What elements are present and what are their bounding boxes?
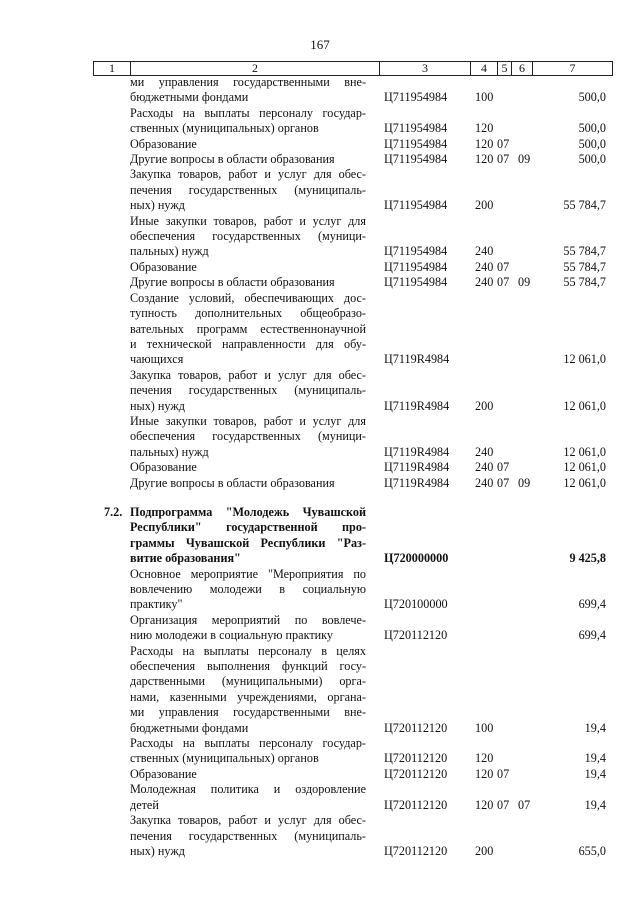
amount: 12 061,0 (563, 460, 606, 475)
target-article-code: Ц711954984 (384, 244, 448, 259)
row-name-line: нию молодежи в социальную практику (130, 628, 334, 643)
row-name (130, 476, 366, 491)
row-name-line: обеспечения государственных (муници- (130, 229, 366, 244)
subsection: 09 (518, 475, 531, 490)
expense-type: 200 (475, 198, 494, 213)
row-name (130, 567, 366, 613)
row-name-line: Организация мероприятий по вовлече- (130, 612, 366, 627)
table-row (0, 75, 640, 106)
row-name-line: Закупка товаров, работ и услуг для обес- (130, 167, 366, 182)
target-article-code: Ц711954984 (384, 90, 448, 105)
amount: 55 784,7 (563, 198, 606, 213)
row-name (130, 813, 366, 859)
section: 07 (497, 136, 510, 151)
amount: 19,4 (584, 751, 606, 766)
row-name-line: чающихся (130, 352, 184, 367)
row-name-line: бюджетными фондами (130, 90, 249, 105)
row-name-line: Создание условий, обеспечивающих дос- (130, 290, 366, 305)
table-row (0, 736, 640, 767)
row-name-line: Другие вопросы в области образования (130, 475, 335, 490)
expense-type: 100 (475, 720, 494, 735)
expense-type: 200 (475, 398, 494, 413)
expense-type: 120 (475, 751, 494, 766)
target-article-code: Ц720100000 (384, 597, 448, 612)
row-spacer (0, 491, 640, 505)
section: 07 (497, 797, 510, 812)
row-name-line: витие образования" (130, 551, 241, 566)
row-name-line: Республики" государственной про- (130, 520, 366, 535)
row-name-line: обеспечения государственных (муници- (130, 429, 366, 444)
header-col-5: 5 (498, 62, 512, 75)
row-name-line: Расходы на выплаты персоналу в целях (130, 643, 366, 658)
row-name (130, 167, 366, 213)
header-col-2: 2 (131, 62, 380, 75)
table-row (0, 214, 640, 260)
row-name-line: печения государственных (муниципаль- (130, 182, 366, 197)
table-row (0, 782, 640, 813)
table-row (0, 368, 640, 414)
row-name-line: Расходы на выплаты персоналу государ- (130, 105, 366, 120)
amount: 19,4 (584, 766, 606, 781)
row-name-line: Другие вопросы в области образования (130, 152, 335, 167)
row-name (130, 152, 366, 167)
table-row (0, 291, 640, 368)
row-name-line: вательных программ естественнонаучной (130, 321, 366, 336)
expense-type: 240 (475, 475, 494, 490)
section: 07 (497, 259, 510, 274)
row-name-line: Образование (130, 460, 197, 475)
target-article-code: Ц720112120 (384, 766, 448, 781)
amount: 12 061,0 (563, 475, 606, 490)
row-name (130, 613, 366, 644)
row-name-line: Иные закупки товаров, работ и услуг для (130, 413, 366, 428)
row-name-line: Расходы на выплаты персоналу государ- (130, 736, 366, 751)
expense-type: 120 (475, 797, 494, 812)
amount: 500,0 (578, 121, 606, 136)
row-name (130, 275, 366, 290)
page-number: 167 (310, 37, 330, 52)
expense-type: 120 (475, 152, 494, 167)
row-name (130, 767, 366, 782)
row-number: 7.2. (104, 504, 123, 519)
row-name (130, 505, 366, 567)
header-col-3: 3 (380, 62, 471, 75)
target-article-code: Ц711954984 (384, 275, 448, 290)
table-row (0, 644, 640, 736)
row-name-line: ми управления государственными вне- (130, 705, 366, 720)
expense-type: 240 (475, 259, 494, 274)
target-article-code: Ц711954984 (384, 136, 448, 151)
row-name-line: ных) нужд (130, 398, 185, 413)
row-name-line: детей (130, 797, 159, 812)
row-name (130, 368, 366, 414)
row-name (130, 137, 366, 152)
target-article-code: Ц711954984 (384, 198, 448, 213)
row-name-line: обеспечения выполнения функций госу- (130, 659, 366, 674)
table-row (0, 476, 640, 491)
subsection: 09 (518, 152, 531, 167)
target-article-code: Ц7119R4984 (384, 460, 450, 475)
row-name (130, 75, 366, 106)
expense-type: 240 (475, 460, 494, 475)
target-article-code: Ц711954984 (384, 259, 448, 274)
row-name-line: граммы Чувашской Республики "Раз- (130, 535, 366, 550)
target-article-code: Ц720112120 (384, 751, 448, 766)
expense-type: 240 (475, 275, 494, 290)
target-article-code: Ц711954984 (384, 121, 448, 136)
row-name (130, 106, 366, 137)
expense-type: 200 (475, 843, 494, 858)
table-row (0, 567, 640, 613)
row-name-line: ственных (муниципальных) органов (130, 121, 319, 136)
row-name (130, 460, 366, 475)
row-name (130, 291, 366, 368)
row-name-line: Закупка товаров, работ и услуг для обес- (130, 367, 366, 382)
target-article-code: Ц720112120 (384, 797, 448, 812)
amount: 12 061,0 (563, 352, 606, 367)
expense-type: 120 (475, 121, 494, 136)
row-name-line: пальных) нужд (130, 244, 209, 259)
row-name-line: ных) нужд (130, 198, 185, 213)
amount: 55 784,7 (563, 244, 606, 259)
target-article-code: Ц720112120 (384, 720, 448, 735)
row-name (130, 782, 366, 813)
section: 07 (497, 275, 510, 290)
section: 07 (497, 152, 510, 167)
row-name-line: тупность дополнительных общеобразо- (130, 306, 366, 321)
target-article-code: Ц7119R4984 (384, 352, 450, 367)
amount: 19,4 (584, 797, 606, 812)
section: 07 (497, 460, 510, 475)
amount: 699,4 (578, 628, 606, 643)
table-row (0, 613, 640, 644)
row-name-line: Образование (130, 259, 197, 274)
amount: 55 784,7 (563, 275, 606, 290)
table-row (0, 414, 640, 460)
table-header (93, 61, 613, 76)
row-name-line: Образование (130, 136, 197, 151)
amount: 500,0 (578, 152, 606, 167)
row-name (130, 414, 366, 460)
row-name-line: Подпрограмма "Молодежь Чувашской (130, 504, 366, 519)
row-name-line: ных) нужд (130, 843, 185, 858)
header-col-6: 6 (512, 62, 533, 75)
target-article-code: Ц720112120 (384, 843, 448, 858)
table-row (0, 813, 640, 859)
row-name-line: дарственными (муниципальными) орга- (130, 674, 366, 689)
row-name-line: нами, казенными учреждениями, органа- (130, 689, 366, 704)
table-row (0, 106, 640, 137)
table-row (0, 260, 640, 275)
table-row (0, 275, 640, 290)
table-row (0, 152, 640, 167)
target-article-code: Ц7119R4984 (384, 475, 450, 490)
amount: 12 061,0 (563, 444, 606, 459)
row-name-line: ственных (муниципальных) органов (130, 751, 319, 766)
row-name-line: Образование (130, 766, 197, 781)
amount: 500,0 (578, 136, 606, 151)
expense-type: 240 (475, 244, 494, 259)
amount: 655,0 (578, 843, 606, 858)
row-name-line: вовлечению молодежи в социальную (130, 582, 366, 596)
row-name-line: Основное мероприятие "Мероприятия по (130, 566, 366, 581)
target-article-code: Ц711954984 (384, 152, 448, 167)
expense-type: 240 (475, 444, 494, 459)
amount: 19,4 (584, 720, 606, 735)
row-name-line: Закупка товаров, работ и услуг для обес- (130, 813, 366, 828)
section: 07 (497, 475, 510, 490)
budget-table-body (0, 75, 640, 859)
row-name-line: практику" (130, 597, 183, 612)
target-article-code: Ц720112120 (384, 628, 448, 643)
subsection: 07 (518, 797, 531, 812)
table-row (0, 505, 640, 567)
expense-type: 120 (475, 766, 494, 781)
row-name (130, 736, 366, 767)
row-name-line: пальных) нужд (130, 444, 209, 459)
row-name (130, 644, 366, 736)
row-name-line: Другие вопросы в области образования (130, 275, 335, 290)
table-row (0, 767, 640, 782)
row-name-line: ми управления государственными вне- (130, 75, 366, 89)
row-name (130, 260, 366, 275)
row-name-line: Иные закупки товаров, работ и услуг для (130, 213, 366, 228)
header-col-1: 1 (94, 62, 131, 75)
expense-type: 100 (475, 90, 494, 105)
amount: 12 061,0 (563, 398, 606, 413)
expense-type: 120 (475, 136, 494, 151)
target-article-code: Ц7119R4984 (384, 398, 450, 413)
row-name-line: бюджетными фондами (130, 720, 249, 735)
table-row (0, 137, 640, 152)
table-row (0, 460, 640, 475)
target-article-code: Ц720000000 (384, 551, 449, 566)
amount: 55 784,7 (563, 259, 606, 274)
section: 07 (497, 766, 510, 781)
target-article-code: Ц7119R4984 (384, 444, 450, 459)
row-name-line: и технической направленности для обу- (130, 336, 366, 351)
header-col-7: 7 (569, 61, 576, 75)
amount: 500,0 (578, 90, 606, 105)
header-col-4: 4 (471, 62, 498, 75)
row-name-line: печения государственных (муниципаль- (130, 383, 366, 398)
row-name-line: печения государственных (муниципаль- (130, 828, 366, 843)
row-name (130, 214, 366, 260)
amount: 9 425,8 (569, 551, 606, 566)
row-name-line: Молодежная политика и оздоровление (130, 782, 366, 797)
subsection: 09 (518, 275, 531, 290)
amount: 699,4 (578, 597, 606, 612)
table-row (0, 167, 640, 213)
